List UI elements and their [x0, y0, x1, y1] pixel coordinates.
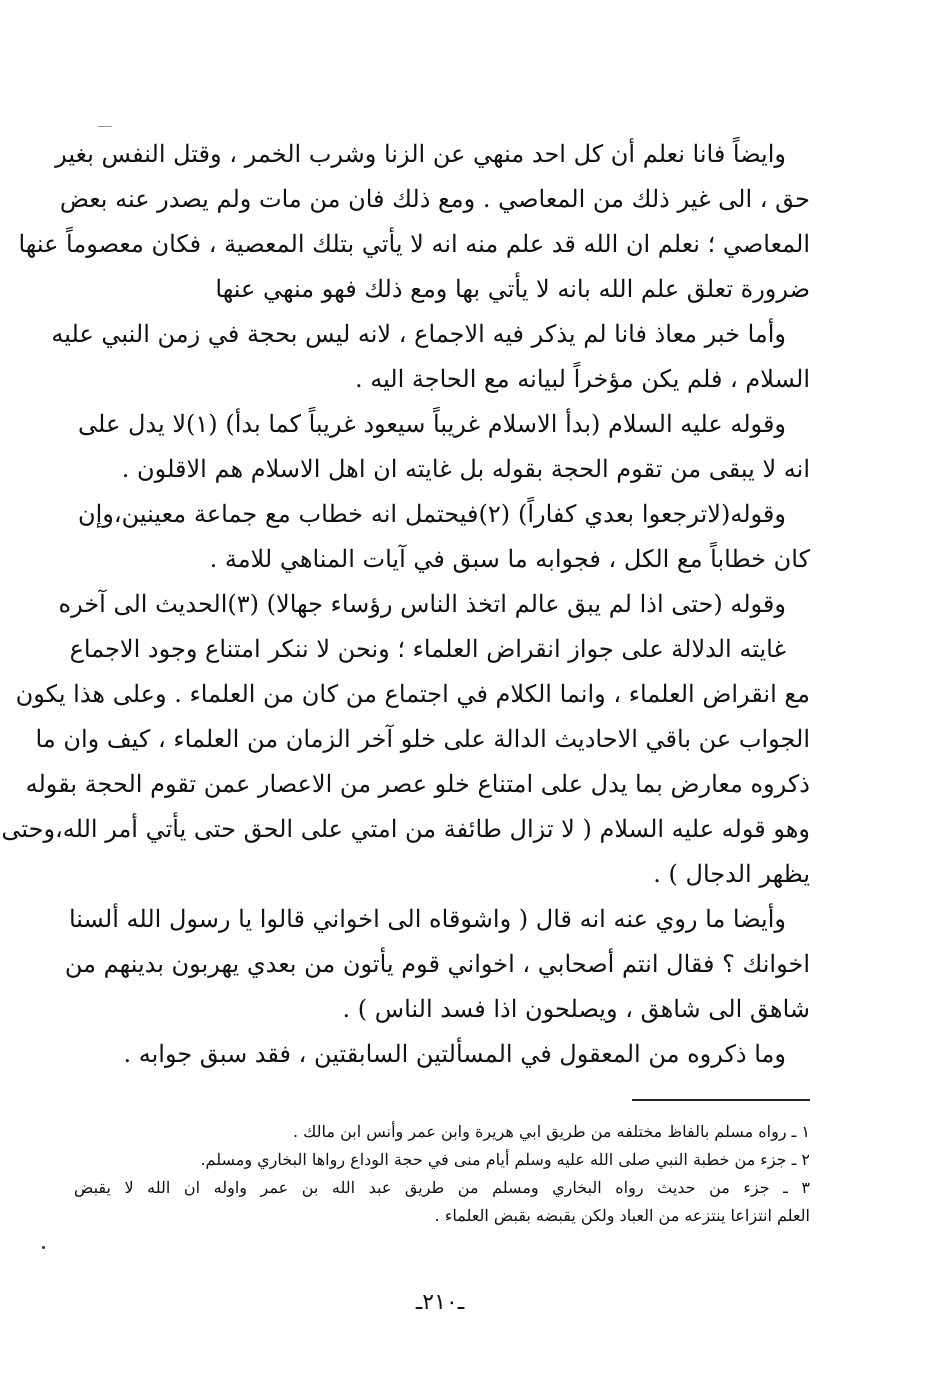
text-line: السلام ، فلم يكن مؤخراً لبيانه مع الحاجة اليه .	[354, 365, 810, 393]
text-line: حق ، الى غير ذلك من المعاصي . ومع ذلك فان من مات ولم يصدر عنه بعض	[59, 185, 810, 213]
scan-speck	[98, 126, 112, 127]
text-line: وأيضا ما روي عنه انه قال ( واشوقاه الى اخواني قالوا يا رسول الله ألسنا	[68, 905, 786, 933]
footnote-line: العلم انتزاعا ينتزعه من العباد ولكن يقبضه بقبض العلماء .	[434, 1206, 810, 1225]
main-text	[1, 132, 810, 1077]
text-line: ضرورة تعلق علم الله بانه لا يأتي بها ومع ذلك فهو منهي عنها	[215, 275, 810, 303]
text-line: وقوله عليه السلام (بدأ الاسلام غريباً سيعود غريباً كما بدأ) (١)لا يدل على	[78, 410, 787, 438]
text-line: ذكروه معارض بما يدل على امتناع خلو عصر من الاعصار عمن تقوم الحجة بقوله	[25, 770, 810, 798]
text-line: شاهق الى شاهق ، ويصلحون اذا فسد الناس ) .	[342, 995, 810, 1023]
text-line: وأما خبر معاذ فانا لم يذكر فيه الاجماع ، لانه ليس بحجة في زمن النبي عليه	[51, 320, 786, 348]
text-line: وهو قوله عليه السلام ( لا تزال طائفة من امتي على الحق حتى يأتي أمر الله،وحتى	[1, 815, 810, 843]
text-line: مع انقراض العلماء ، وانما الكلام في اجتماع من كان من العلماء . وعلى هذا يكون	[15, 680, 810, 708]
footnote-line: ٢ ـ جزء من خطبة النبي صلى الله عليه وسلم أيام منى في حجة الوداع رواها البخاري ومسلم.	[200, 1150, 810, 1169]
text-line: وقوله (حتى اذا لم يبق عالم اتخذ الناس رؤساء جهالا) (٣)الحديث الى آخره	[58, 590, 786, 618]
text-line: وقوله(لاترجعوا بعدي كفاراً) (٢)فيحتمل انه خطاب مع جماعة معينين،وإن	[78, 500, 786, 528]
text-line: غايته الدلالة على جواز انقراض العلماء ؛ ونحن لا ننكر امتناع وجود الاجماع	[69, 635, 786, 663]
text-line: المعاصي ؛ نعلم ان الله قد علم منه انه لا يأتي بتلك المعصية ، فكان معصوماً عنها	[18, 230, 810, 258]
page-number: ـ٢١٠ـ	[415, 1290, 465, 1315]
text-line: كان خطاباً مع الكل ، فجوابه ما سبق في آيات المناهي للامة .	[209, 545, 810, 573]
text-line: يظهر الدجال ) .	[653, 860, 810, 888]
text-line: الجواب عن باقي الاحاديث الدالة على خلو آخر الزمان من العلماء ، كيف وان ما	[35, 725, 810, 753]
scan-speck	[42, 1246, 45, 1249]
footnote-divider	[632, 1099, 810, 1101]
text-line: اخوانك ؟ فقال انتم أصحابي ، اخواني قوم يأتون من بعدي يهربون بدينهم من	[64, 950, 810, 978]
text-line: انه لا يبقى من تقوم الحجة بقوله بل غايته ان اهل الاسلام هم الاقلون .	[121, 455, 810, 483]
footnotes	[74, 1118, 810, 1230]
footnote-line: ٣ ـ جزء من حديث رواه البخاري ومسلم من طريق عبد الله بن عمر واوله ان الله لا يقبض	[74, 1178, 810, 1197]
text-line: وايضاً فانا نعلم أن كل احد منهي عن الزنا وشرب الخمر ، وقتل النفس بغير	[55, 140, 786, 168]
footnote-line: ١ ـ رواه مسلم بالفاظ مختلفه من طريق ابي هريرة وابن عمر وأنس ابن مالك .	[293, 1122, 810, 1141]
text-line: وما ذكروه من المعقول في المسألتين السابقتين ، فقد سبق جوابه .	[123, 1040, 786, 1068]
